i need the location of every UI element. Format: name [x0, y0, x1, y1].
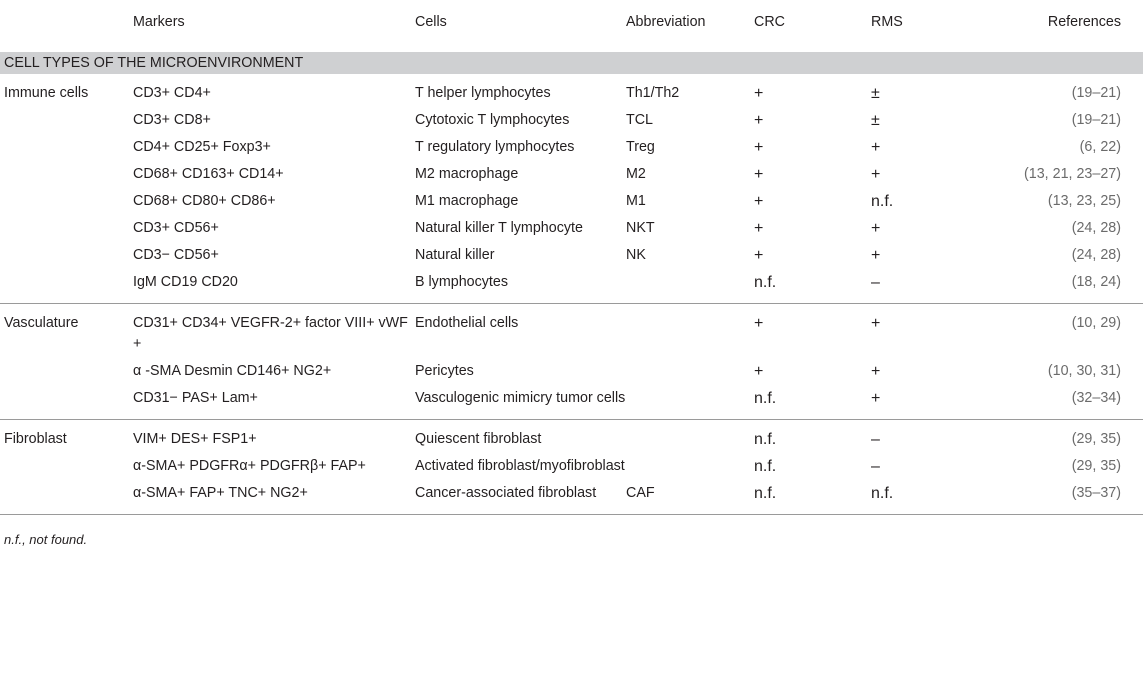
references-cell: (32–34): [1071, 390, 1121, 406]
header-rms: RMS: [871, 13, 903, 30]
rms-cell: –: [871, 274, 880, 291]
table-row: [0, 242, 1143, 269]
table-row: [0, 107, 1143, 134]
cells-cell: Activated fibroblast/myofibroblast: [415, 458, 625, 474]
references-cell: (35–37): [1071, 485, 1121, 501]
category-cell: Immune cells: [4, 85, 89, 101]
header-crc: CRC: [754, 13, 785, 30]
cells-cell: M2 macrophage: [415, 166, 519, 182]
abbreviation-cell: TCL: [626, 112, 654, 128]
markers-cell: VIM+ DES+ FSP1+: [133, 431, 257, 447]
crc-cell: +: [754, 193, 764, 210]
references-cell: (13, 21, 23–27): [1024, 166, 1121, 182]
category-cell: [0, 242, 133, 269]
section-header-row: [0, 48, 1143, 74]
rms-cell: +: [871, 247, 881, 264]
markers-cell: α -SMA Desmin CD146+ NG2+: [133, 363, 332, 379]
table-row: [0, 453, 1143, 480]
rms-cell: +: [871, 220, 881, 237]
crc-cell: +: [754, 247, 764, 264]
crc-cell: +: [754, 166, 764, 183]
crc-cell: n.f.: [754, 485, 777, 502]
abbreviation-cell: Th1/Th2: [626, 85, 680, 101]
header-abbreviation: Abbreviation: [626, 13, 706, 30]
header-references: References: [1047, 13, 1121, 30]
category-cell: Fibroblast: [4, 431, 67, 447]
references-cell: (19–21): [1071, 112, 1121, 128]
category-cell: Vasculature: [4, 315, 79, 331]
markers-cell: CD4+ CD25+ Foxp3+: [133, 139, 271, 155]
markers-cell: α-SMA+ PDGFRα+ PDGFRβ+ FAP+: [133, 458, 366, 474]
table-row: [0, 420, 1143, 454]
crc-cell: +: [754, 85, 764, 102]
category-cell: [0, 215, 133, 242]
category-cell: [0, 385, 133, 420]
cells-cell: T helper lymphocytes: [415, 85, 551, 101]
cells-cell: Cancer-associated fibroblast: [415, 485, 597, 501]
abbreviation-cell: M1: [626, 193, 646, 209]
references-cell: (29, 35): [1071, 458, 1121, 474]
header-row: [0, 0, 1143, 48]
markers-cell: CD3+ CD56+: [133, 220, 219, 236]
table-row: [0, 188, 1143, 215]
cells-cell: Quiescent fibroblast: [415, 431, 542, 447]
references-cell: (24, 28): [1071, 220, 1121, 236]
table-row: [0, 74, 1143, 107]
rms-cell: n.f.: [871, 485, 894, 502]
cells-cell: Vasculogenic mimicry tumor cells: [415, 390, 626, 406]
category-cell: [0, 453, 133, 480]
rms-cell: n.f.: [871, 193, 894, 210]
rms-cell: ±: [871, 85, 880, 102]
footnote-row: [0, 515, 1143, 551]
abbreviation-cell: [626, 385, 754, 420]
cells-cell: Endothelial cells: [415, 315, 519, 331]
table-row: [0, 215, 1143, 242]
table-header: [0, 0, 1143, 48]
rms-cell: +: [871, 315, 881, 332]
cells-cell: Cytotoxic T lymphocytes: [415, 112, 570, 128]
abbreviation-cell: [626, 358, 754, 385]
crc-cell: +: [754, 363, 764, 380]
table-row: [0, 161, 1143, 188]
abbreviation-cell: NKT: [626, 220, 655, 236]
crc-cell: +: [754, 112, 764, 129]
cells-cell: T regulatory lymphocytes: [415, 139, 575, 155]
category-cell: [0, 107, 133, 134]
crc-cell: +: [754, 139, 764, 156]
abbreviation-cell: CAF: [626, 485, 655, 501]
cells-cell: M1 macrophage: [415, 193, 519, 209]
cells-cell: B lymphocytes: [415, 274, 508, 290]
markers-cell: CD3+ CD4+: [133, 85, 211, 101]
markers-cell: CD68+ CD80+ CD86+: [133, 193, 276, 209]
abbreviation-cell: M2: [626, 166, 646, 182]
table-row: [0, 304, 1143, 359]
table-row: [0, 134, 1143, 161]
markers-cell: α-SMA+ FAP+ TNC+ NG2+: [133, 485, 308, 501]
rms-cell: +: [871, 166, 881, 183]
category-cell: [0, 188, 133, 215]
references-cell: (6, 22): [1079, 139, 1121, 155]
rms-cell: ±: [871, 112, 880, 129]
references-cell: (24, 28): [1071, 247, 1121, 263]
crc-cell: n.f.: [754, 390, 777, 407]
crc-cell: +: [754, 220, 764, 237]
table-row: [0, 480, 1143, 515]
markers-cell: CD3+ CD8+: [133, 112, 211, 128]
category-cell: [0, 480, 133, 515]
rms-cell: +: [871, 363, 881, 380]
references-cell: (18, 24): [1071, 274, 1121, 290]
references-cell: (10, 30, 31): [1047, 363, 1121, 379]
markers-cell: CD68+ CD163+ CD14+: [133, 166, 284, 182]
markers-cell: CD3− CD56+: [133, 247, 219, 263]
rms-cell: +: [871, 390, 881, 407]
cells-cell: Natural killer: [415, 247, 495, 263]
table-row: [0, 385, 1143, 420]
abbreviation-cell: [626, 420, 754, 454]
category-cell: [0, 161, 133, 188]
abbreviation-cell: Treg: [626, 139, 655, 155]
abbreviation-cell: [626, 304, 754, 359]
table-footer: [0, 515, 1143, 551]
references-cell: (13, 23, 25): [1047, 193, 1121, 209]
crc-cell: n.f.: [754, 274, 777, 291]
rms-cell: +: [871, 139, 881, 156]
section-title: CELL TYPES OF THE MICROENVIRONMENT: [0, 48, 1143, 74]
table-row: [0, 269, 1143, 304]
category-cell: [0, 358, 133, 385]
category-cell: [0, 269, 133, 304]
header-category: [0, 0, 133, 48]
header-cells: Cells: [415, 13, 447, 30]
abbreviation-cell: [626, 453, 754, 480]
abbreviation-cell: [626, 269, 754, 304]
rms-cell: –: [871, 431, 880, 448]
cells-cell: Pericytes: [415, 363, 474, 379]
references-cell: (19–21): [1071, 85, 1121, 101]
category-cell: [0, 134, 133, 161]
crc-cell: +: [754, 315, 764, 332]
table-row: [0, 358, 1143, 385]
markers-cell: CD31+ CD34+ VEGFR-2+ factor VIII+ vWF +: [133, 315, 408, 352]
references-cell: (10, 29): [1071, 315, 1121, 331]
table-body: [0, 48, 1143, 515]
footnote: n.f., not found.: [0, 515, 1143, 551]
crc-cell: n.f.: [754, 458, 777, 475]
markers-cell: IgM CD19 CD20: [133, 274, 238, 290]
crc-cell: n.f.: [754, 431, 777, 448]
cells-cell: Natural killer T lymphocyte: [415, 220, 583, 236]
header-markers: Markers: [133, 13, 185, 30]
abbreviation-cell: NK: [626, 247, 646, 263]
markers-cell: CD31− PAS+ Lam+: [133, 390, 258, 406]
references-cell: (29, 35): [1071, 431, 1121, 447]
rms-cell: –: [871, 458, 880, 475]
